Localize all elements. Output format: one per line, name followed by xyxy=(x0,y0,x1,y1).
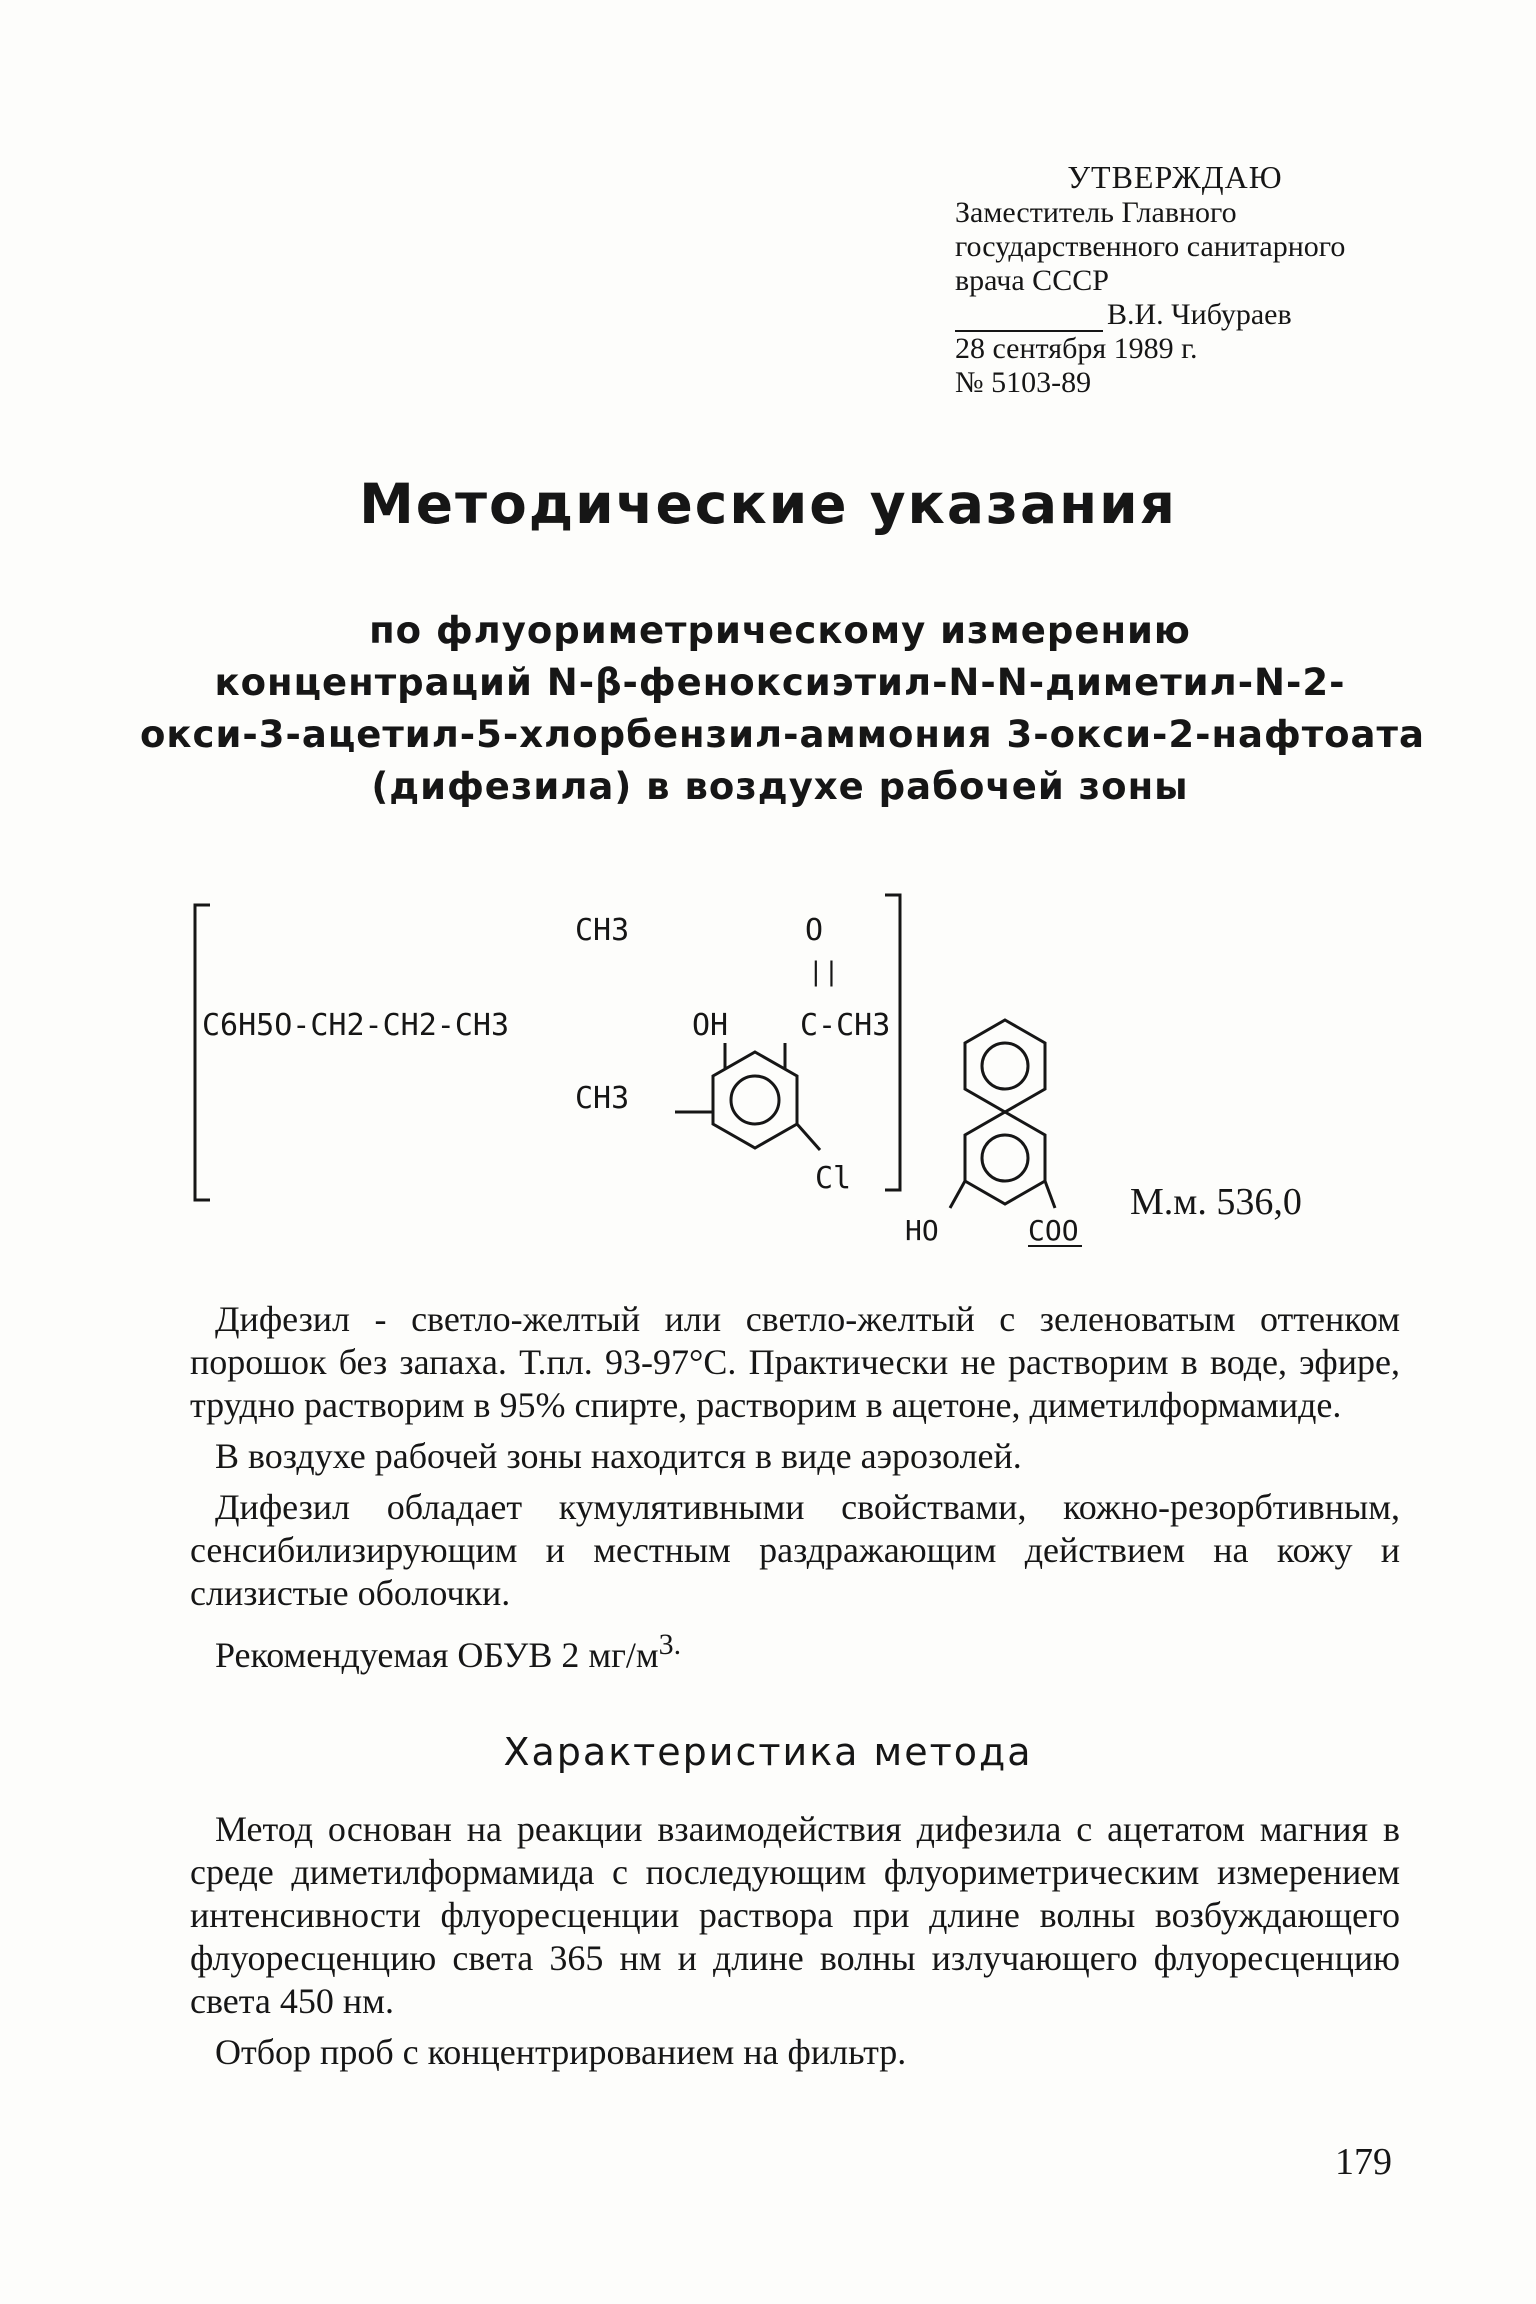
paragraph: Дифезил обладает кумулятивными свойствами, кожно-резорбтивным, сенсибилизирующим и местным раздражающим действием на кожу и слизистые оболочки. xyxy=(190,1487,1400,1613)
main-chain: C6H5O-CH2-CH2-CH3 xyxy=(202,1008,510,1043)
approval-title: УТВЕРЖДАЮ xyxy=(1067,159,1283,195)
methyl-bottom: CH3 xyxy=(575,1081,630,1116)
subtitle-line: (дифезила) в воздухе рабочей зоны xyxy=(371,765,1189,808)
carbonyl-oxygen: O xyxy=(805,913,824,948)
acetyl-group: C-CH3 xyxy=(800,1008,891,1043)
limit-text: Рекомендуемая ОБУВ 2 мг/м xyxy=(215,1635,659,1675)
structural-formula xyxy=(180,880,1180,1260)
naphthalene-circle-bottom xyxy=(982,1135,1028,1181)
approval-position-line1: Заместитель Главного xyxy=(955,196,1237,229)
approval-block xyxy=(955,160,1395,400)
approval-position-line3: врача СССР xyxy=(955,264,1109,297)
document-subtitle xyxy=(140,605,1425,813)
subtitle-line: окси-3-ацетил-5-хлорбензил-аммония 3-окси-2-нафтоата xyxy=(140,713,1425,756)
approval-signature-row xyxy=(955,298,1395,332)
naphthoate-hydroxyl: HO xyxy=(905,1214,939,1247)
benzene-aromatic-circle xyxy=(731,1076,779,1124)
section-heading: Характеристика метода xyxy=(503,1730,1033,1774)
naphthalene-ring-bottom xyxy=(965,1112,1045,1204)
naphthalene-ring-top xyxy=(965,1020,1045,1112)
subtitle-line: по флуориметрическому измерению xyxy=(369,609,1191,652)
double-bond: || xyxy=(808,957,840,987)
approval-position-line2: государственного санитарного xyxy=(955,230,1346,263)
paragraph: Метод основан на реакции взаимодействия дифезила с ацетатом магния в среде диметилформамида с последующим флуориметрическим измерением интенсивности флуоресценции раствора при длине волны возбуждающего флуоресценцию света 365 нм и длине волны излучающего флуоресценцию света 450 нм. xyxy=(190,1809,1400,2021)
approval-date: 28 сентября 1989 г. xyxy=(955,332,1198,365)
bond-ho xyxy=(950,1181,965,1208)
paragraph: Дифезил - светло-желтый или светло-желтый с зеленоватым оттенком порошок без запаха. Т.пл. 93-97°С. Практически не растворим в воде, эфире, трудно растворим в 95% спирте, растворим в ацетоне, диметилформамиде. xyxy=(190,1299,1400,1425)
description-section xyxy=(190,1298,1400,1685)
paragraph-limit xyxy=(190,1623,1400,1677)
signature-line xyxy=(955,304,1103,332)
paragraph: Отбор проб с концентрированием на фильтр. xyxy=(215,2032,907,2072)
methyl-top: CH3 xyxy=(575,913,630,948)
approval-signer: В.И. Чибураев xyxy=(1107,298,1292,331)
approval-number: № 5103-89 xyxy=(955,366,1092,399)
bond-coo xyxy=(1045,1181,1055,1208)
left-bracket xyxy=(195,905,210,1200)
bond-cl xyxy=(797,1124,820,1150)
chlorine: Cl xyxy=(815,1161,852,1196)
paragraph: В воздухе рабочей зоны находится в виде аэрозолей. xyxy=(215,1436,1022,1476)
carboxylate: COO xyxy=(1028,1214,1079,1247)
naphthalene-circle-top xyxy=(982,1043,1028,1089)
molar-mass: М.м. 536,0 xyxy=(1130,1181,1302,1223)
subtitle-line: концентраций N-β-феноксиэтил-N-N-диметил-N-2- xyxy=(214,661,1346,704)
page-number: 179 xyxy=(1335,2141,1392,2183)
document-title: Методические указания xyxy=(359,472,1177,536)
hydroxyl: OH xyxy=(692,1008,729,1043)
method-section xyxy=(190,1808,1400,2082)
limit-superscript: 3. xyxy=(658,1628,682,1661)
